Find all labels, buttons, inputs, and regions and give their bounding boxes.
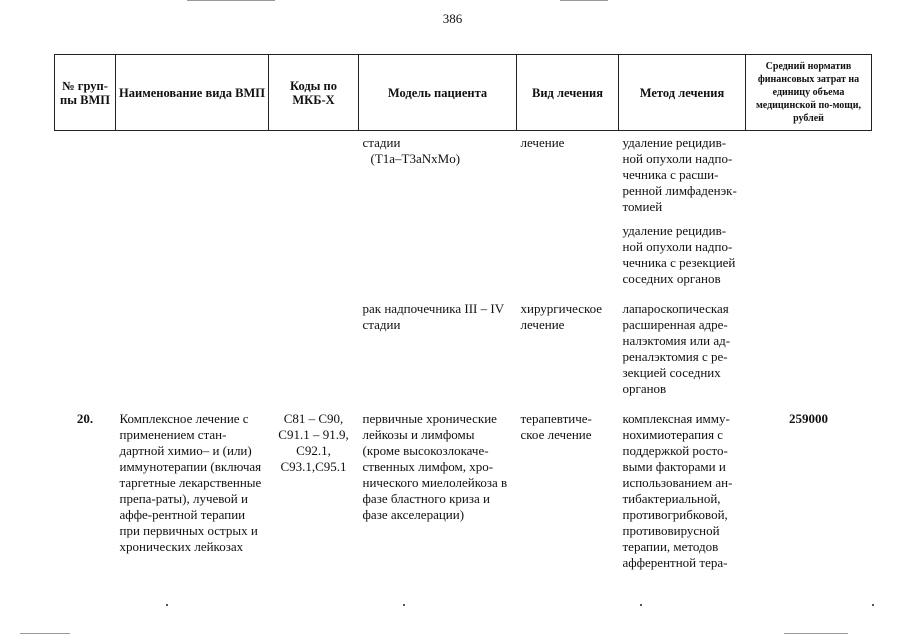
header-vmp-name: Наименование вида ВМП	[116, 55, 269, 131]
cell-name	[116, 223, 269, 301]
cell-cost	[746, 301, 872, 411]
header-icd-codes: Коды по МКБ-Х	[269, 55, 359, 131]
cell-group	[55, 301, 116, 411]
cell-patient-model	[359, 411, 517, 571]
cell-codes	[269, 131, 359, 223]
cell-name	[116, 301, 269, 411]
header-treatment-type: Вид лечения	[517, 55, 619, 131]
cell-group	[55, 131, 116, 223]
cell-patient-model	[359, 301, 517, 411]
table-row	[55, 411, 872, 571]
header-patient-model: Модель пациента	[359, 55, 517, 131]
cell-treatment-type: хирургическое лечение	[520, 300, 603, 332]
table-row	[55, 131, 872, 223]
table-row	[55, 301, 872, 411]
cell-patient-model	[359, 131, 517, 223]
scan-speck	[403, 604, 405, 606]
cell-name: Комплексное лечение с применением стан-дартной химио– и (или) иммунотерапии (включая таргетные лекарственные препа-раты), лучевой и аффе-рентной терапии при первичных острых и хронических лейкозах	[119, 410, 262, 554]
header-treatment-method: Метод лечения	[619, 55, 746, 131]
patient-model-line: рак надпочечника III – IV стадии	[362, 300, 504, 332]
scan-speck	[872, 604, 874, 606]
cell-treatment-type: лечение	[520, 135, 565, 150]
cell-cost: 259000	[789, 410, 828, 426]
cell-cost	[746, 131, 872, 223]
cell-patient-model	[359, 223, 517, 301]
cell-treatment-type: терапевтиче-ское лечение	[520, 410, 592, 442]
patient-model-line: стадии	[362, 135, 401, 150]
cell-treatment-type	[517, 223, 619, 301]
header-group-number: № груп-пы ВМП	[55, 55, 116, 131]
cell-method: удаление рецидив-ной опухоли надпо-чечника с расши-ренной лимфаденэк-томией	[622, 135, 737, 214]
cell-codes	[269, 223, 359, 301]
scan-speck	[166, 604, 168, 606]
scan-speck	[640, 604, 642, 606]
header-cost-standard: Средний норматив финансовых затрат на единицу объема медицинской по-мощи, рублей	[746, 55, 872, 131]
cell-group	[55, 223, 116, 301]
page-number: 386	[442, 11, 463, 26]
cell-method: лапароскопическая расширенная адре-налэктомия или ад-реналэктомия с ре-зекцией соседних органов	[622, 300, 731, 396]
vmp-table	[54, 54, 872, 571]
vmp-table-wrapper	[54, 54, 872, 571]
cell-method: комплексная имму-нохимиотерапия с поддержкой росто-выми факторами и использованием ан-тибактериальной, противогрибковой, противовирусной терапии, методов афферентной тера-	[622, 410, 733, 570]
table-row	[55, 223, 872, 301]
top-rule-left	[187, 0, 275, 1]
cell-name	[116, 131, 269, 223]
cell-cost	[746, 223, 872, 301]
cell-group: 20.	[76, 410, 94, 426]
bottom-rule-right	[784, 633, 848, 634]
bottom-rule-left	[20, 633, 70, 634]
cell-codes: C81 – C90, C91.1 – 91.9, C92.1, C93.1,C95.1	[278, 410, 349, 474]
cell-codes	[269, 301, 359, 411]
table-header-row	[55, 55, 872, 131]
top-rule-right	[560, 0, 608, 1]
patient-model-line: (T1a–T3aNxMo)	[370, 151, 461, 166]
cell-method: удаление рецидив-ной опухоли надпо-чечника с резекцией соседних органов	[622, 222, 736, 286]
patient-model-line: первичные хронические лейкозы и лимфомы (кроме высокозлокаче-ственных лимфом, хро-нического миелолейкоза в фазе бластного криза и фазе акселерации)	[362, 410, 508, 522]
